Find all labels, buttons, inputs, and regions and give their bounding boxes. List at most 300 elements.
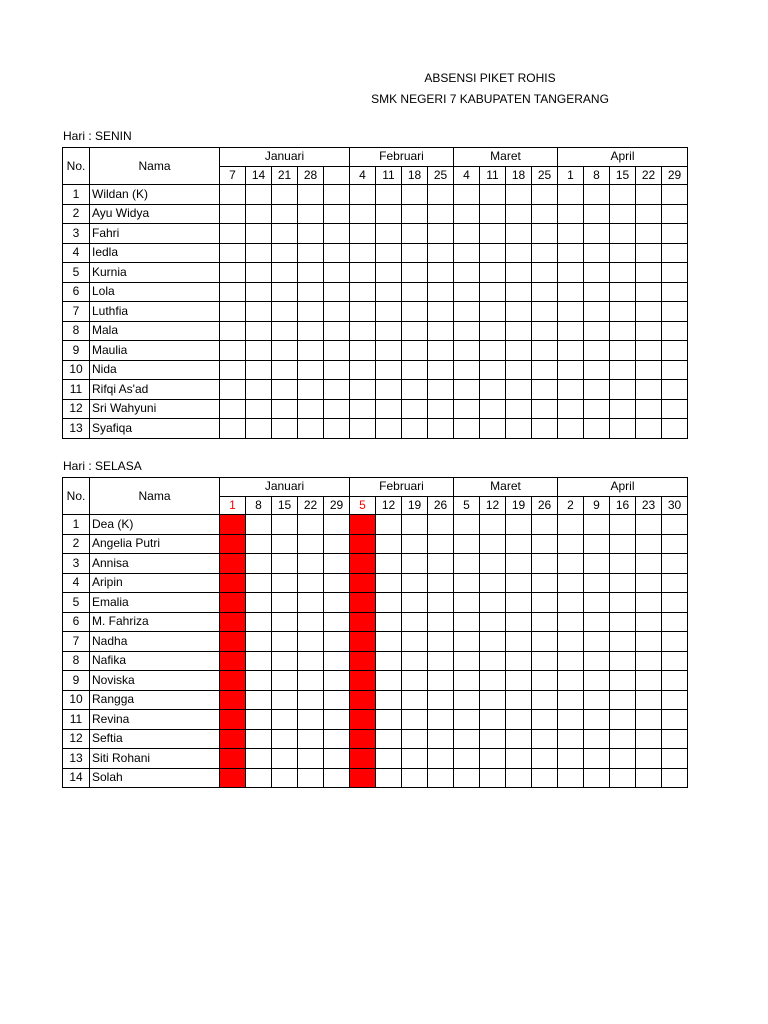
attendance-cell[interactable]: [610, 690, 636, 710]
attendance-cell[interactable]: [324, 399, 350, 419]
attendance-cell[interactable]: [428, 534, 454, 554]
attendance-cell[interactable]: [454, 224, 480, 244]
attendance-cell[interactable]: [610, 573, 636, 593]
attendance-cell[interactable]: [610, 632, 636, 652]
attendance-cell[interactable]: [480, 224, 506, 244]
attendance-cell[interactable]: [324, 671, 350, 691]
attendance-cell[interactable]: [584, 534, 610, 554]
attendance-cell[interactable]: [584, 282, 610, 302]
attendance-cell[interactable]: [298, 185, 324, 205]
attendance-cell[interactable]: [506, 302, 532, 322]
attendance-cell[interactable]: [480, 321, 506, 341]
attendance-cell[interactable]: [402, 204, 428, 224]
attendance-cell[interactable]: [662, 224, 688, 244]
attendance-cell[interactable]: [350, 419, 376, 439]
attendance-cell[interactable]: [402, 321, 428, 341]
attendance-cell[interactable]: [324, 360, 350, 380]
attendance-cell[interactable]: [402, 671, 428, 691]
attendance-cell-highlighted[interactable]: [220, 729, 246, 749]
attendance-cell[interactable]: [376, 554, 402, 574]
attendance-cell[interactable]: [584, 749, 610, 769]
attendance-cell[interactable]: [246, 321, 272, 341]
attendance-cell[interactable]: [532, 282, 558, 302]
attendance-cell-highlighted[interactable]: [220, 554, 246, 574]
attendance-cell[interactable]: [324, 204, 350, 224]
attendance-cell[interactable]: [454, 593, 480, 613]
attendance-cell[interactable]: [428, 224, 454, 244]
attendance-cell[interactable]: [298, 612, 324, 632]
attendance-cell[interactable]: [532, 263, 558, 283]
attendance-cell[interactable]: [454, 515, 480, 535]
attendance-cell[interactable]: [324, 651, 350, 671]
attendance-cell[interactable]: [662, 573, 688, 593]
attendance-cell[interactable]: [454, 534, 480, 554]
attendance-cell[interactable]: [506, 710, 532, 730]
attendance-cell[interactable]: [324, 710, 350, 730]
attendance-cell[interactable]: [636, 399, 662, 419]
attendance-cell[interactable]: [272, 749, 298, 769]
attendance-cell[interactable]: [636, 360, 662, 380]
attendance-cell[interactable]: [610, 749, 636, 769]
attendance-cell[interactable]: [246, 534, 272, 554]
attendance-cell[interactable]: [220, 243, 246, 263]
attendance-cell[interactable]: [532, 243, 558, 263]
attendance-cell[interactable]: [610, 593, 636, 613]
attendance-cell-highlighted[interactable]: [220, 593, 246, 613]
attendance-cell[interactable]: [532, 302, 558, 322]
attendance-cell[interactable]: [298, 768, 324, 788]
attendance-cell[interactable]: [480, 671, 506, 691]
attendance-cell[interactable]: [636, 185, 662, 205]
attendance-cell[interactable]: [610, 321, 636, 341]
attendance-cell[interactable]: [558, 515, 584, 535]
attendance-cell[interactable]: [532, 768, 558, 788]
attendance-cell[interactable]: [558, 399, 584, 419]
attendance-cell[interactable]: [584, 573, 610, 593]
attendance-cell[interactable]: [506, 671, 532, 691]
attendance-cell[interactable]: [506, 515, 532, 535]
attendance-cell[interactable]: [532, 671, 558, 691]
attendance-cell[interactable]: [636, 263, 662, 283]
attendance-cell[interactable]: [610, 671, 636, 691]
attendance-cell[interactable]: [220, 321, 246, 341]
attendance-cell[interactable]: [636, 243, 662, 263]
attendance-cell[interactable]: [662, 710, 688, 730]
attendance-cell-highlighted[interactable]: [350, 710, 376, 730]
attendance-cell[interactable]: [324, 632, 350, 652]
attendance-cell[interactable]: [480, 612, 506, 632]
attendance-cell[interactable]: [584, 341, 610, 361]
attendance-cell[interactable]: [636, 224, 662, 244]
attendance-cell[interactable]: [298, 302, 324, 322]
attendance-cell[interactable]: [376, 341, 402, 361]
attendance-cell[interactable]: [454, 302, 480, 322]
attendance-cell[interactable]: [350, 282, 376, 302]
attendance-cell[interactable]: [246, 768, 272, 788]
attendance-cell[interactable]: [298, 243, 324, 263]
attendance-cell[interactable]: [376, 573, 402, 593]
attendance-cell[interactable]: [636, 554, 662, 574]
attendance-cell[interactable]: [350, 399, 376, 419]
attendance-cell[interactable]: [532, 204, 558, 224]
attendance-cell[interactable]: [324, 419, 350, 439]
attendance-cell[interactable]: [272, 554, 298, 574]
attendance-cell[interactable]: [558, 185, 584, 205]
attendance-cell[interactable]: [506, 243, 532, 263]
attendance-cell[interactable]: [324, 380, 350, 400]
attendance-cell[interactable]: [610, 534, 636, 554]
attendance-cell-highlighted[interactable]: [350, 651, 376, 671]
attendance-cell[interactable]: [532, 515, 558, 535]
attendance-cell[interactable]: [662, 360, 688, 380]
attendance-cell[interactable]: [636, 671, 662, 691]
attendance-cell[interactable]: [350, 302, 376, 322]
attendance-cell[interactable]: [402, 632, 428, 652]
attendance-cell[interactable]: [298, 321, 324, 341]
attendance-cell[interactable]: [532, 690, 558, 710]
attendance-cell[interactable]: [636, 341, 662, 361]
attendance-cell[interactable]: [532, 612, 558, 632]
attendance-cell-highlighted[interactable]: [220, 632, 246, 652]
attendance-cell[interactable]: [220, 419, 246, 439]
attendance-cell[interactable]: [376, 710, 402, 730]
attendance-cell[interactable]: [480, 515, 506, 535]
attendance-cell[interactable]: [272, 671, 298, 691]
attendance-cell[interactable]: [246, 419, 272, 439]
attendance-cell[interactable]: [402, 419, 428, 439]
attendance-cell-highlighted[interactable]: [350, 534, 376, 554]
attendance-cell[interactable]: [246, 632, 272, 652]
attendance-cell[interactable]: [220, 380, 246, 400]
attendance-cell[interactable]: [402, 185, 428, 205]
attendance-cell[interactable]: [298, 554, 324, 574]
attendance-cell[interactable]: [662, 243, 688, 263]
attendance-cell-highlighted[interactable]: [220, 749, 246, 769]
attendance-cell[interactable]: [376, 360, 402, 380]
attendance-cell[interactable]: [480, 204, 506, 224]
attendance-cell[interactable]: [584, 554, 610, 574]
attendance-cell[interactable]: [350, 185, 376, 205]
attendance-cell[interactable]: [298, 573, 324, 593]
attendance-cell[interactable]: [246, 282, 272, 302]
attendance-cell[interactable]: [298, 690, 324, 710]
attendance-cell[interactable]: [376, 612, 402, 632]
attendance-cell[interactable]: [532, 729, 558, 749]
attendance-cell[interactable]: [428, 341, 454, 361]
attendance-cell[interactable]: [662, 185, 688, 205]
attendance-cell[interactable]: [402, 729, 428, 749]
attendance-cell[interactable]: [350, 263, 376, 283]
attendance-cell[interactable]: [584, 302, 610, 322]
attendance-cell[interactable]: [610, 302, 636, 322]
attendance-cell[interactable]: [376, 282, 402, 302]
attendance-cell[interactable]: [350, 224, 376, 244]
attendance-cell[interactable]: [610, 399, 636, 419]
attendance-cell[interactable]: [402, 380, 428, 400]
attendance-cell[interactable]: [272, 321, 298, 341]
attendance-cell[interactable]: [428, 263, 454, 283]
attendance-cell[interactable]: [272, 282, 298, 302]
attendance-cell-highlighted[interactable]: [220, 671, 246, 691]
attendance-cell[interactable]: [428, 419, 454, 439]
attendance-cell[interactable]: [246, 710, 272, 730]
attendance-cell[interactable]: [610, 185, 636, 205]
attendance-cell[interactable]: [402, 690, 428, 710]
attendance-cell[interactable]: [532, 651, 558, 671]
attendance-cell[interactable]: [272, 593, 298, 613]
attendance-cell[interactable]: [636, 534, 662, 554]
attendance-cell[interactable]: [506, 341, 532, 361]
attendance-cell[interactable]: [402, 749, 428, 769]
attendance-cell[interactable]: [454, 399, 480, 419]
attendance-cell[interactable]: [454, 282, 480, 302]
attendance-cell[interactable]: [532, 360, 558, 380]
attendance-cell[interactable]: [480, 341, 506, 361]
attendance-cell[interactable]: [636, 593, 662, 613]
attendance-cell[interactable]: [272, 632, 298, 652]
attendance-cell[interactable]: [272, 612, 298, 632]
attendance-cell[interactable]: [376, 204, 402, 224]
attendance-cell[interactable]: [402, 534, 428, 554]
attendance-cell[interactable]: [480, 302, 506, 322]
attendance-cell[interactable]: [662, 534, 688, 554]
attendance-cell[interactable]: [428, 729, 454, 749]
attendance-cell[interactable]: [298, 380, 324, 400]
attendance-cell[interactable]: [246, 302, 272, 322]
attendance-cell[interactable]: [402, 360, 428, 380]
attendance-cell[interactable]: [272, 399, 298, 419]
attendance-cell[interactable]: [480, 554, 506, 574]
attendance-cell[interactable]: [324, 515, 350, 535]
attendance-cell[interactable]: [636, 419, 662, 439]
attendance-cell[interactable]: [298, 515, 324, 535]
attendance-cell[interactable]: [480, 573, 506, 593]
attendance-cell[interactable]: [376, 419, 402, 439]
attendance-cell[interactable]: [324, 534, 350, 554]
attendance-cell-highlighted[interactable]: [350, 632, 376, 652]
attendance-cell[interactable]: [662, 321, 688, 341]
attendance-cell[interactable]: [376, 729, 402, 749]
attendance-cell[interactable]: [662, 341, 688, 361]
attendance-cell[interactable]: [350, 204, 376, 224]
attendance-cell[interactable]: [584, 224, 610, 244]
attendance-cell[interactable]: [298, 671, 324, 691]
attendance-cell[interactable]: [350, 380, 376, 400]
attendance-cell[interactable]: [298, 651, 324, 671]
attendance-cell[interactable]: [376, 593, 402, 613]
attendance-cell[interactable]: [480, 768, 506, 788]
attendance-cell[interactable]: [324, 282, 350, 302]
attendance-cell[interactable]: [506, 419, 532, 439]
attendance-cell[interactable]: [220, 224, 246, 244]
attendance-cell[interactable]: [532, 573, 558, 593]
attendance-cell-highlighted[interactable]: [220, 710, 246, 730]
attendance-cell[interactable]: [480, 710, 506, 730]
attendance-cell[interactable]: [428, 690, 454, 710]
attendance-cell[interactable]: [558, 380, 584, 400]
attendance-cell[interactable]: [662, 515, 688, 535]
attendance-cell[interactable]: [558, 671, 584, 691]
attendance-cell[interactable]: [506, 263, 532, 283]
attendance-cell[interactable]: [584, 185, 610, 205]
attendance-cell[interactable]: [246, 593, 272, 613]
attendance-cell[interactable]: [558, 419, 584, 439]
attendance-cell[interactable]: [428, 380, 454, 400]
attendance-cell[interactable]: [584, 399, 610, 419]
attendance-cell[interactable]: [402, 612, 428, 632]
attendance-cell[interactable]: [506, 729, 532, 749]
attendance-cell[interactable]: [584, 768, 610, 788]
attendance-cell[interactable]: [480, 593, 506, 613]
attendance-cell[interactable]: [506, 321, 532, 341]
attendance-cell[interactable]: [272, 690, 298, 710]
attendance-cell[interactable]: [350, 243, 376, 263]
attendance-cell[interactable]: [428, 768, 454, 788]
attendance-cell[interactable]: [272, 204, 298, 224]
attendance-cell[interactable]: [402, 593, 428, 613]
attendance-cell[interactable]: [376, 302, 402, 322]
attendance-cell[interactable]: [298, 360, 324, 380]
attendance-cell[interactable]: [324, 612, 350, 632]
attendance-cell[interactable]: [636, 651, 662, 671]
attendance-cell[interactable]: [298, 282, 324, 302]
attendance-cell[interactable]: [506, 749, 532, 769]
attendance-cell[interactable]: [298, 263, 324, 283]
attendance-cell[interactable]: [662, 612, 688, 632]
attendance-cell[interactable]: [584, 710, 610, 730]
attendance-cell[interactable]: [402, 554, 428, 574]
attendance-cell[interactable]: [532, 341, 558, 361]
attendance-cell[interactable]: [662, 282, 688, 302]
attendance-cell[interactable]: [272, 360, 298, 380]
attendance-cell[interactable]: [376, 768, 402, 788]
attendance-cell[interactable]: [428, 204, 454, 224]
attendance-cell[interactable]: [532, 224, 558, 244]
attendance-cell[interactable]: [246, 263, 272, 283]
attendance-cell[interactable]: [272, 651, 298, 671]
attendance-cell[interactable]: [246, 515, 272, 535]
attendance-cell[interactable]: [506, 554, 532, 574]
attendance-cell[interactable]: [558, 341, 584, 361]
attendance-cell-highlighted[interactable]: [350, 729, 376, 749]
attendance-cell[interactable]: [662, 302, 688, 322]
attendance-cell[interactable]: [584, 612, 610, 632]
attendance-cell[interactable]: [584, 419, 610, 439]
attendance-cell[interactable]: [480, 749, 506, 769]
attendance-cell[interactable]: [558, 263, 584, 283]
attendance-cell[interactable]: [610, 282, 636, 302]
attendance-cell[interactable]: [376, 632, 402, 652]
attendance-cell[interactable]: [402, 651, 428, 671]
attendance-cell[interactable]: [480, 360, 506, 380]
attendance-cell-highlighted[interactable]: [350, 573, 376, 593]
attendance-cell[interactable]: [584, 204, 610, 224]
attendance-cell[interactable]: [324, 593, 350, 613]
attendance-cell[interactable]: [610, 419, 636, 439]
attendance-cell[interactable]: [454, 690, 480, 710]
attendance-cell[interactable]: [506, 282, 532, 302]
attendance-cell[interactable]: [558, 768, 584, 788]
attendance-cell[interactable]: [662, 651, 688, 671]
attendance-cell[interactable]: [506, 632, 532, 652]
attendance-cell-highlighted[interactable]: [350, 515, 376, 535]
attendance-cell[interactable]: [558, 321, 584, 341]
attendance-cell[interactable]: [662, 749, 688, 769]
attendance-cell[interactable]: [610, 710, 636, 730]
attendance-cell[interactable]: [272, 302, 298, 322]
attendance-cell[interactable]: [298, 749, 324, 769]
attendance-cell[interactable]: [376, 185, 402, 205]
attendance-cell[interactable]: [480, 690, 506, 710]
attendance-cell[interactable]: [558, 554, 584, 574]
attendance-cell[interactable]: [584, 593, 610, 613]
attendance-cell[interactable]: [298, 534, 324, 554]
attendance-cell[interactable]: [480, 263, 506, 283]
attendance-cell[interactable]: [610, 224, 636, 244]
attendance-cell[interactable]: [558, 224, 584, 244]
attendance-cell[interactable]: [220, 399, 246, 419]
attendance-cell[interactable]: [454, 710, 480, 730]
attendance-cell[interactable]: [480, 534, 506, 554]
attendance-cell[interactable]: [402, 768, 428, 788]
attendance-cell[interactable]: [662, 380, 688, 400]
attendance-cell[interactable]: [298, 710, 324, 730]
attendance-cell[interactable]: [584, 360, 610, 380]
attendance-cell[interactable]: [636, 573, 662, 593]
attendance-cell[interactable]: [532, 534, 558, 554]
attendance-cell-highlighted[interactable]: [350, 671, 376, 691]
attendance-cell[interactable]: [428, 573, 454, 593]
attendance-cell[interactable]: [454, 749, 480, 769]
attendance-cell[interactable]: [272, 263, 298, 283]
attendance-cell[interactable]: [558, 612, 584, 632]
attendance-cell[interactable]: [454, 729, 480, 749]
attendance-cell[interactable]: [454, 612, 480, 632]
attendance-cell[interactable]: [428, 243, 454, 263]
attendance-cell[interactable]: [246, 573, 272, 593]
attendance-cell[interactable]: [610, 651, 636, 671]
attendance-cell[interactable]: [272, 573, 298, 593]
attendance-cell[interactable]: [246, 341, 272, 361]
attendance-cell[interactable]: [636, 380, 662, 400]
attendance-cell[interactable]: [428, 321, 454, 341]
attendance-cell[interactable]: [324, 263, 350, 283]
attendance-cell[interactable]: [350, 321, 376, 341]
attendance-cell[interactable]: [610, 515, 636, 535]
attendance-cell[interactable]: [558, 302, 584, 322]
attendance-cell[interactable]: [324, 573, 350, 593]
attendance-cell[interactable]: [246, 380, 272, 400]
attendance-cell[interactable]: [662, 632, 688, 652]
attendance-cell[interactable]: [324, 302, 350, 322]
attendance-cell[interactable]: [428, 515, 454, 535]
attendance-cell-highlighted[interactable]: [350, 749, 376, 769]
attendance-cell[interactable]: [324, 554, 350, 574]
attendance-cell[interactable]: [480, 729, 506, 749]
attendance-cell[interactable]: [402, 282, 428, 302]
attendance-cell[interactable]: [220, 360, 246, 380]
attendance-cell[interactable]: [272, 534, 298, 554]
attendance-cell[interactable]: [662, 399, 688, 419]
attendance-cell[interactable]: [506, 380, 532, 400]
attendance-cell[interactable]: [610, 729, 636, 749]
attendance-cell[interactable]: [532, 419, 558, 439]
attendance-cell[interactable]: [324, 243, 350, 263]
attendance-cell[interactable]: [480, 651, 506, 671]
attendance-cell[interactable]: [324, 729, 350, 749]
attendance-cell[interactable]: [246, 651, 272, 671]
attendance-cell[interactable]: [272, 380, 298, 400]
